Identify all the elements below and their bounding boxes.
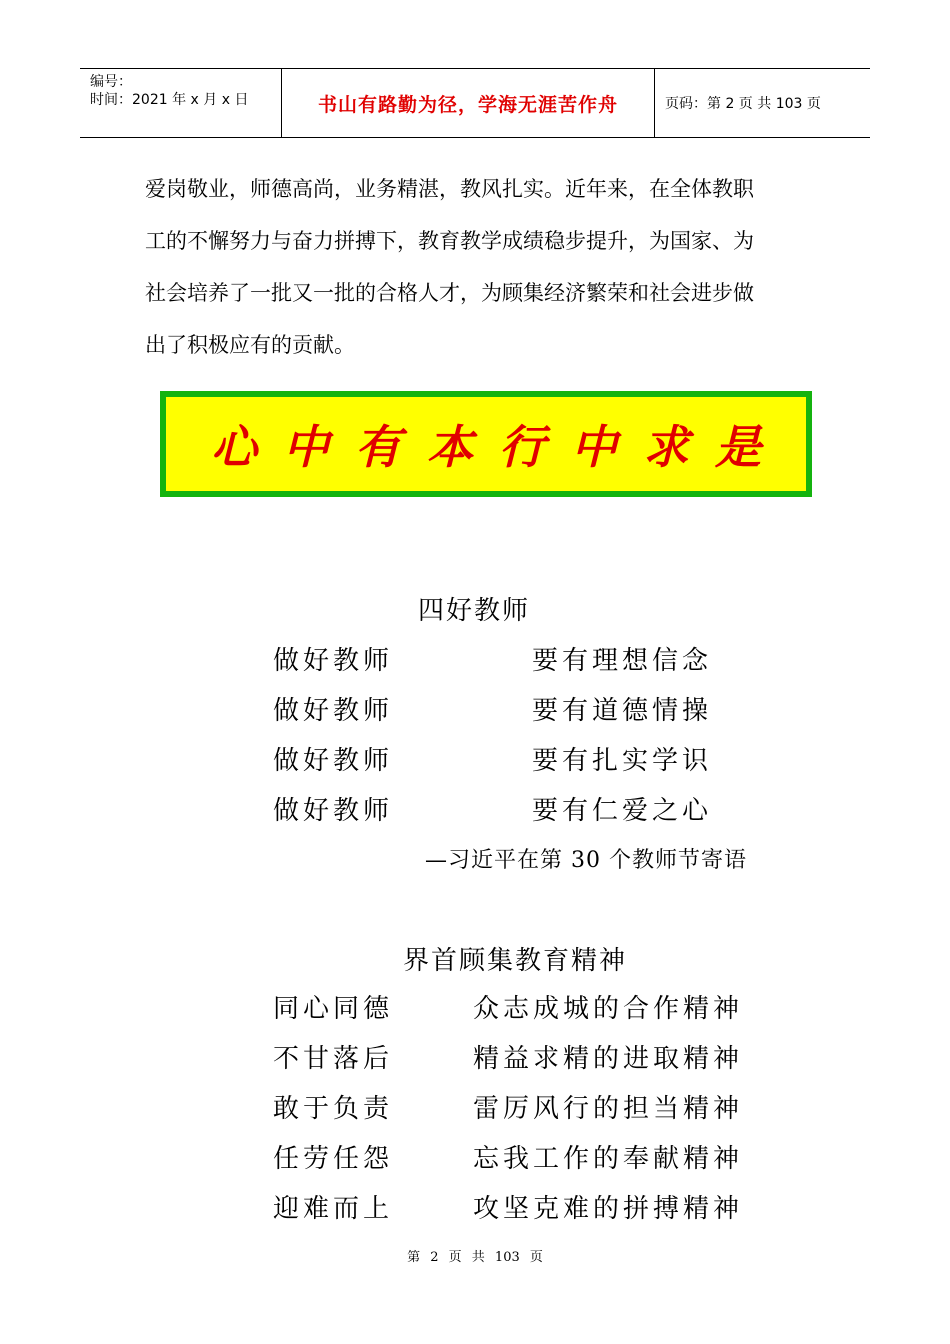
list-item-left: 迎难而上 xyxy=(273,1194,394,1224)
list-item-left: 做好教师 xyxy=(273,696,394,726)
body-paragraph xyxy=(145,163,810,371)
header-motto: 书山有路勤为径，学海无涯苦作舟 xyxy=(281,69,655,137)
list-item-left: 做好教师 xyxy=(273,646,394,676)
list-item-right: 要有理想信念 xyxy=(532,646,713,676)
paragraph-line: 社会培养了一批又一批的合格人才，为顾集经济繁荣和社会进步做 xyxy=(145,281,754,305)
list-item-left: 做好教师 xyxy=(273,796,394,826)
page-header xyxy=(80,68,870,138)
list-item-right: 攻坚克难的拼搏精神 xyxy=(473,1194,744,1224)
section-title-education-spirit: 界首顾集教育精神 xyxy=(403,946,628,976)
list-item-right: 要有仁爱之心 xyxy=(532,796,713,826)
page-footer: 第 2 页 共 103 页 xyxy=(407,1250,543,1265)
list-item-right: 精益求精的进取精神 xyxy=(473,1044,744,1074)
slogan-banner xyxy=(160,391,812,497)
list-item-left: 同心同德 xyxy=(273,994,394,1024)
paragraph-line: 出了积极应有的贡献。 xyxy=(145,333,355,357)
list-item-right: 要有扎实学识 xyxy=(532,746,713,776)
list-item-left: 任劳任怨 xyxy=(273,1144,394,1174)
paragraph-line: 爱岗敬业，师德高尚，业务精湛，教风扎实。近年来，在全体教职 xyxy=(145,177,754,201)
time-label: 时间：2021 年 x 月 x 日 xyxy=(90,92,249,108)
list-item-right: 要有道德情操 xyxy=(532,696,713,726)
banner-text: 心中有本行中求是 xyxy=(211,420,787,474)
list-item-left: 敢于负责 xyxy=(273,1094,394,1124)
section-title-four-good-teachers: 四好教师 xyxy=(418,596,531,626)
paragraph-line: 工的不懈努力与奋力拼搏下，教育教学成绩稳步提升，为国家、为 xyxy=(145,229,754,253)
list-item-right: 忘我工作的奉献精神 xyxy=(473,1144,744,1174)
list-item-left: 不甘落后 xyxy=(273,1044,394,1074)
list-item-right: 雷厉风行的担当精神 xyxy=(473,1094,744,1124)
header-page-info: 页码：第 2 页 共 103 页 xyxy=(665,96,821,112)
number-label: 编号： xyxy=(90,74,132,90)
signature: —习近平在第 30 个教师节寄语 xyxy=(425,848,747,873)
header-meta xyxy=(80,69,281,137)
list-item-left: 做好教师 xyxy=(273,746,394,776)
list-item-right: 众志成城的合作精神 xyxy=(473,994,744,1024)
